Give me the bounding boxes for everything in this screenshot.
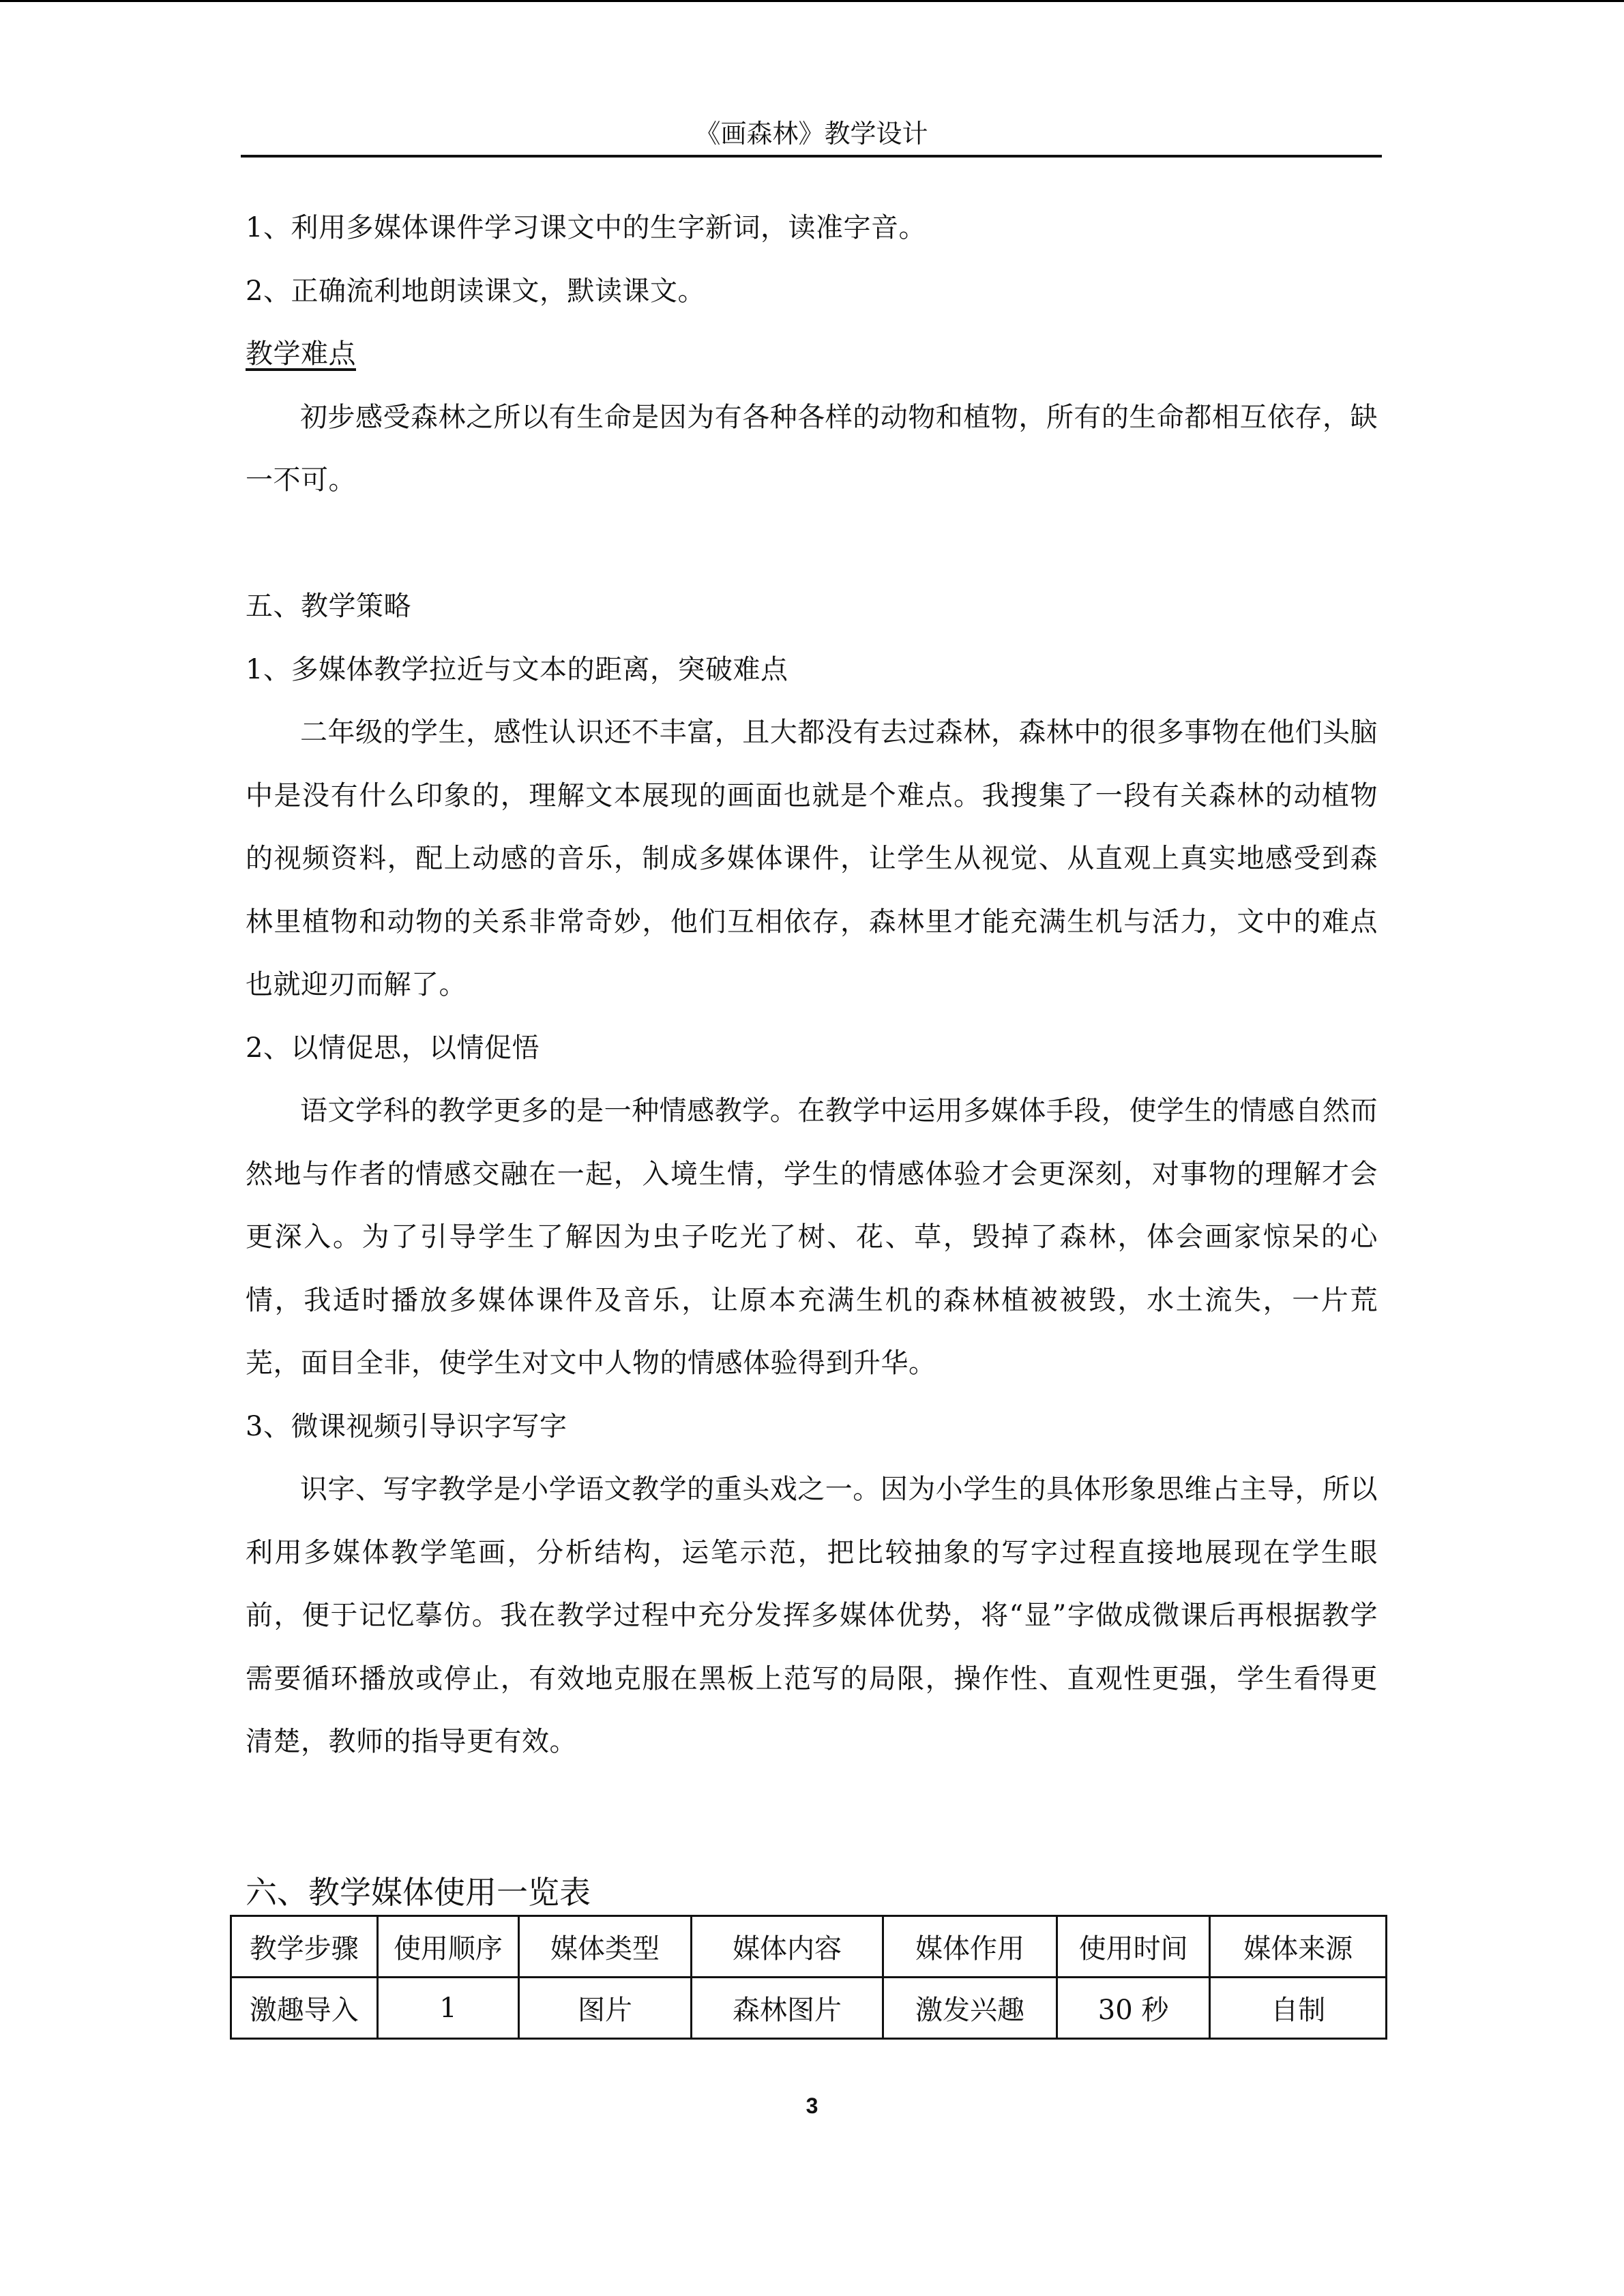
table-header-row <box>231 1916 1387 1978</box>
table-header-cell: 使用顺序 <box>377 1916 519 1978</box>
table-header-cell: 媒体作用 <box>883 1916 1057 1978</box>
strategy-3-paragraph: 识字、写字教学是小学语文教学的重头戏之一。因为小学生的具体形象思维占主导，所以利用多媒体教学笔画，分析结构，运笔示范，把比较抽象的写字过程直接地展现在学生眼前，便于记忆摹仿。我在教学过程中充分发挥多媒体优势，将“显”字做成微课后再根据教学需要循环播放或停止，有效地克服在黑板上范写的局限，操作性、直观性更强，学生看得更清楚，教师的指导更有效。 <box>246 1474 1378 1757</box>
table-cell: 1 <box>377 1978 519 2039</box>
table-cell: 激发兴趣 <box>883 1978 1057 2039</box>
table-header-cell: 教学步骤 <box>231 1916 378 1978</box>
table-header-cell: 媒体内容 <box>691 1916 883 1978</box>
goal-item-1: 1、利用多媒体课件学习课文中的生字新词，读准字音。 <box>246 212 926 243</box>
strategy-1-heading: 1、多媒体教学拉近与文本的距离，突破难点 <box>246 653 788 685</box>
difficulty-heading-text: 教学难点 <box>246 338 356 370</box>
section-5-heading: 五、教学策略 <box>246 591 411 622</box>
table-row <box>231 1978 1387 2039</box>
strategy-1-paragraph: 二年级的学生，感性认识还不丰富，且大都没有去过森林，森林中的很多事物在他们头脑中是没有什么印象的，理解文本展现的画面也就是个难点。我搜集了一段有关森林的动植物的视频资料，配上动感的音乐，制成多媒体课件，让学生从视觉、从直观上真实地感受到森林里植物和动物的关系非常奇妙，他们互相依存，森林里才能充满生机与活力，文中的难点也就迎刃而解了。 <box>246 717 1378 1000</box>
media-table-title: 六、教学媒体使用一览表 <box>246 1874 591 1911</box>
table-header-cell: 媒体类型 <box>519 1916 692 1978</box>
table-cell: 自制 <box>1210 1978 1387 2039</box>
table-cell: 图片 <box>519 1978 692 2039</box>
table-cell: 森林图片 <box>691 1978 883 2039</box>
header-title: 《画森林》教学设计 <box>694 119 928 149</box>
page-header <box>241 113 1382 158</box>
page-number: 3 <box>806 2093 818 2118</box>
goal-item-2: 2、正确流利地朗读课文，默读课文。 <box>246 275 705 307</box>
difficulty-paragraph: 初步感受森林之所以有生命是因为有各种各样的动物和植物，所有的生命都相互依存，缺一不可。 <box>246 401 1378 496</box>
difficulty-heading <box>246 323 1378 386</box>
table-cell: 激趣导入 <box>231 1978 378 2039</box>
table-header-cell: 媒体来源 <box>1210 1916 1387 1978</box>
strategy-2-heading: 2、以情促思，以情促悟 <box>246 1032 540 1064</box>
table-header-cell: 使用时间 <box>1057 1916 1210 1978</box>
strategy-3-heading: 3、微课视频引导识字写字 <box>246 1410 567 1442</box>
table-cell: 30 秒 <box>1057 1978 1210 2039</box>
strategy-2-paragraph: 语文学科的教学更多的是一种情感教学。在教学中运用多媒体手段，使学生的情感自然而然地与作者的情感交融在一起，入境生情，学生的情感体验才会更深刻，对事物的理解才会更深入。为了引导学生了解因为虫子吃光了树、花、草，毁掉了森林，体会画家惊呆的心情，我适时播放多媒体课件及音乐，让原本充满生机的森林植被被毁，水土流失，一片荒芜，面目全非，使学生对文中人物的情感体验得到升华。 <box>246 1095 1378 1379</box>
page-top-border <box>0 0 1624 2</box>
media-usage-table <box>230 1915 1387 2040</box>
spacer <box>246 512 1378 576</box>
document-body <box>246 196 1378 1774</box>
